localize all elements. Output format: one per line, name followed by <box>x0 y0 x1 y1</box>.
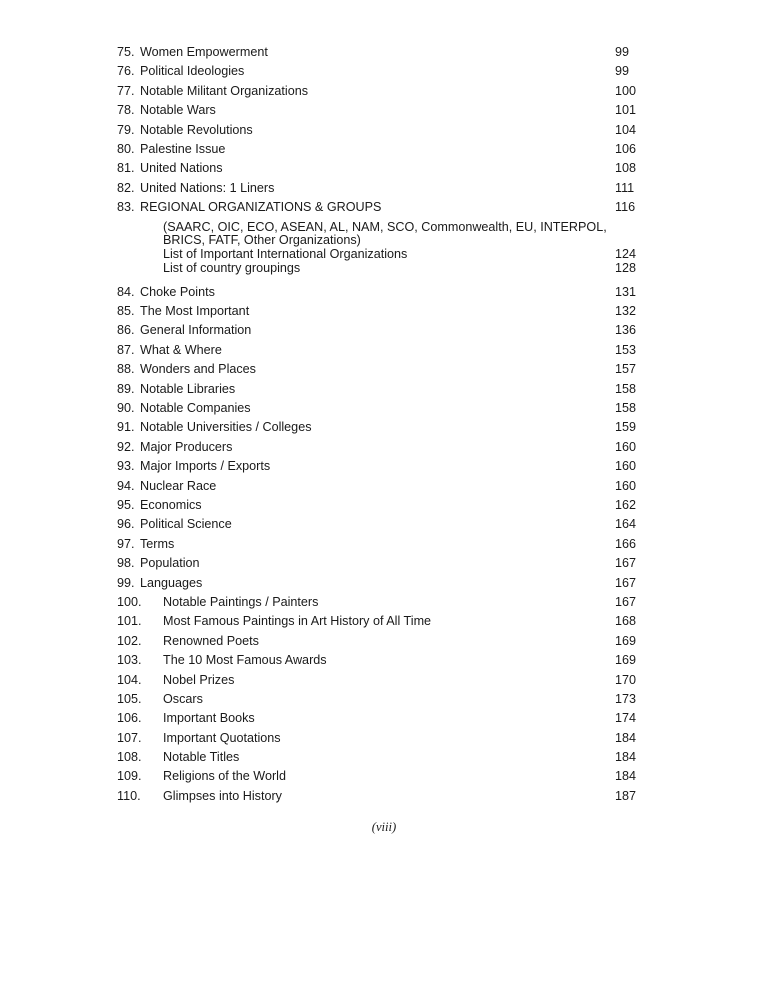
page-number-footer: (viii) <box>371 820 397 834</box>
entry-number: 105. <box>117 691 142 706</box>
entry-page: 157 <box>615 362 637 377</box>
entry-title: Oscars <box>163 691 203 706</box>
entry-title: Palestine Issue <box>140 141 226 156</box>
entry-title: The 10 Most Famous Awards <box>163 653 327 668</box>
entry-page: 162 <box>615 498 637 512</box>
entry-page: 184 <box>615 769 637 784</box>
entry-page: 159 <box>615 420 637 435</box>
toc-row[interactable] <box>117 438 637 457</box>
entry-page: 160 <box>615 439 637 454</box>
entry-number: 79. <box>117 122 135 137</box>
entry-page: 184 <box>615 730 637 745</box>
toc-row[interactable] <box>117 179 637 198</box>
entry-number: 95. <box>117 498 135 512</box>
entry-number: 80. <box>117 141 135 156</box>
entry-page: 173 <box>615 691 637 706</box>
toc-row[interactable] <box>117 477 637 496</box>
entry-page: 108 <box>615 161 637 176</box>
entry-number: 108. <box>117 750 142 765</box>
toc-row[interactable] <box>117 62 637 81</box>
entry-title: Notable Militant Organizations <box>140 83 308 98</box>
toc-row[interactable] <box>117 651 637 670</box>
entry-number: 99. <box>117 575 135 590</box>
toc-row[interactable] <box>117 140 637 159</box>
entry-title: REGIONAL ORGANIZATIONS & GROUPS <box>140 200 382 215</box>
toc-row[interactable] <box>117 535 637 554</box>
entry-number: 91. <box>117 420 135 435</box>
entry-page: 104 <box>615 122 637 137</box>
entry-number: 94. <box>117 478 135 493</box>
entry-number: 98. <box>117 556 135 571</box>
entry-title: Notable Revolutions <box>140 122 253 137</box>
toc-row[interactable] <box>117 121 637 140</box>
entry-page: 131 <box>615 284 637 299</box>
entry-title: Wonders and Places <box>140 362 256 377</box>
entry-title: Most Famous Paintings in Art History of All Time <box>163 614 432 629</box>
entry-number: 81. <box>117 161 135 176</box>
entry-number: 78. <box>117 103 135 118</box>
entry-page: 160 <box>615 478 637 493</box>
entry-number: 88. <box>117 362 135 377</box>
toc-row[interactable] <box>117 593 637 612</box>
toc-row[interactable] <box>117 341 637 360</box>
toc-row[interactable] <box>117 321 637 340</box>
entry-page: 164 <box>615 517 637 532</box>
toc-row[interactable] <box>117 515 637 534</box>
entry-number: 92. <box>117 439 135 454</box>
entry-title: Notable Companies <box>140 401 251 416</box>
entry-number: 85. <box>117 304 135 319</box>
toc-row[interactable] <box>117 496 637 515</box>
entry-number: 77. <box>117 83 135 98</box>
toc-row[interactable] <box>117 360 637 379</box>
entry-title: Notable Paintings / Painters <box>163 594 319 609</box>
entry-page: 99 <box>615 45 630 59</box>
entry-title: Nuclear Race <box>140 478 217 493</box>
toc-row[interactable] <box>117 554 637 573</box>
entry-page: 106 <box>615 141 637 156</box>
toc-row[interactable] <box>117 82 637 101</box>
entry-number: 83. <box>117 200 135 215</box>
entry-page: 136 <box>615 323 637 338</box>
entry-number: 96. <box>117 517 135 532</box>
entry-page: 167 <box>615 575 637 590</box>
entry-number: 76. <box>117 64 135 79</box>
subentry-line[interactable] <box>117 248 637 262</box>
toc-group-b <box>117 283 637 593</box>
toc-row[interactable] <box>117 380 637 399</box>
entry-title: Terms <box>140 536 175 551</box>
subentry-text: List of country groupings <box>163 260 301 275</box>
entry-page: 170 <box>615 672 637 687</box>
entry-page: 166 <box>615 536 637 551</box>
toc-row[interactable] <box>117 787 637 806</box>
entry-title: The Most Important <box>140 304 250 319</box>
subentry-page: 128 <box>615 260 637 275</box>
toc-row[interactable] <box>117 399 637 418</box>
subentry-line[interactable] <box>117 262 637 276</box>
toc-row[interactable] <box>117 632 637 651</box>
entry-number: 93. <box>117 459 135 474</box>
entry-number: 100. <box>117 594 142 609</box>
table-of-contents <box>117 43 637 806</box>
entry-number: 86. <box>117 323 135 338</box>
toc-row[interactable] <box>117 198 637 217</box>
entry-title: Important Quotations <box>163 730 281 745</box>
entry-page: 169 <box>615 633 637 648</box>
subentry-line <box>117 234 637 248</box>
toc-row[interactable] <box>117 418 637 437</box>
toc-group-c <box>117 593 637 806</box>
toc-row[interactable] <box>117 690 637 709</box>
entry-title: Choke Points <box>140 284 215 299</box>
entry-title: Notable Libraries <box>140 381 236 396</box>
entry-number: 101. <box>117 614 142 629</box>
entry-title: Religions of the World <box>163 769 286 784</box>
toc-row[interactable] <box>117 709 637 728</box>
entry-page: 184 <box>615 750 637 765</box>
entry-page: 160 <box>615 459 637 474</box>
entry-title: Population <box>140 556 200 571</box>
entry-number: 107. <box>117 730 142 745</box>
toc-row[interactable] <box>117 302 637 321</box>
entry-number: 97. <box>117 536 135 551</box>
entry-title: Languages <box>140 575 203 590</box>
toc-row[interactable] <box>117 612 637 631</box>
entry-number: 75. <box>117 45 135 59</box>
entry-page: 111 <box>615 180 635 195</box>
entry-title: Political Ideologies <box>140 64 245 79</box>
entry-page: 167 <box>615 556 637 571</box>
entry-number: 84. <box>117 284 135 299</box>
entry-number: 90. <box>117 401 135 416</box>
toc-row[interactable] <box>117 283 637 302</box>
entry-page: 174 <box>615 711 637 726</box>
entry-title: General Information <box>140 323 252 338</box>
entry-page: 158 <box>615 401 637 416</box>
entry-page: 168 <box>615 614 637 629</box>
toc-row[interactable] <box>117 671 637 690</box>
toc-subentries-83 <box>117 218 637 283</box>
entry-title: Important Books <box>163 711 255 726</box>
entry-title: Glimpses into History <box>163 788 282 803</box>
subentry-line <box>117 221 637 235</box>
toc-row[interactable] <box>117 101 637 120</box>
entry-title: What & Where <box>140 342 222 357</box>
entry-title: Economics <box>140 498 202 512</box>
toc-row[interactable] <box>117 43 637 62</box>
entry-number: 109. <box>117 769 142 784</box>
toc-row[interactable] <box>117 574 637 593</box>
entry-title: Women Empowerment <box>140 45 268 59</box>
entry-page: 167 <box>615 594 637 609</box>
entry-number: 110. <box>117 788 141 803</box>
entry-number: 82. <box>117 180 135 195</box>
toc-group-a <box>117 43 637 218</box>
entry-number: 89. <box>117 381 135 396</box>
subentry-text: (SAARC, OIC, ECO, ASEAN, AL, NAM, SCO, Commonwealth, EU, INTERPOL, <box>163 219 607 234</box>
entry-title: Major Producers <box>140 439 233 454</box>
entry-number: 103. <box>117 653 142 668</box>
entry-title: Major Imports / Exports <box>140 459 271 474</box>
subentry-page: 124 <box>615 247 637 262</box>
entry-page: 132 <box>615 304 637 319</box>
entry-page: 100 <box>615 83 637 98</box>
entry-title: Nobel Prizes <box>163 672 235 687</box>
entry-page: 158 <box>615 381 637 396</box>
entry-title: United Nations: 1 Liners <box>140 180 275 195</box>
entry-title: Renowned Poets <box>163 633 259 648</box>
toc-row[interactable] <box>117 748 637 767</box>
entry-number: 102. <box>117 633 142 648</box>
entry-page: 99 <box>615 64 630 79</box>
entry-number: 104. <box>117 672 142 687</box>
entry-title: United Nations <box>140 161 223 176</box>
entry-title: Political Science <box>140 517 232 532</box>
entry-title: Notable Universities / Colleges <box>140 420 312 435</box>
subentry-text: List of Important International Organizations <box>163 247 408 262</box>
toc-row[interactable] <box>117 457 637 476</box>
entry-number: 106. <box>117 711 142 726</box>
entry-title: Notable Titles <box>163 750 240 765</box>
toc-row[interactable] <box>117 767 637 786</box>
entry-title: Notable Wars <box>140 103 216 118</box>
entry-page: 116 <box>615 200 636 215</box>
entry-page: 153 <box>615 342 637 357</box>
entry-page: 169 <box>615 653 637 668</box>
entry-number: 87. <box>117 342 135 357</box>
entry-page: 101 <box>615 103 637 118</box>
toc-row[interactable] <box>117 729 637 748</box>
toc-row[interactable] <box>117 159 637 178</box>
subentry-text: BRICS, FATF, Other Organizations) <box>163 233 361 248</box>
entry-page: 187 <box>615 788 637 803</box>
